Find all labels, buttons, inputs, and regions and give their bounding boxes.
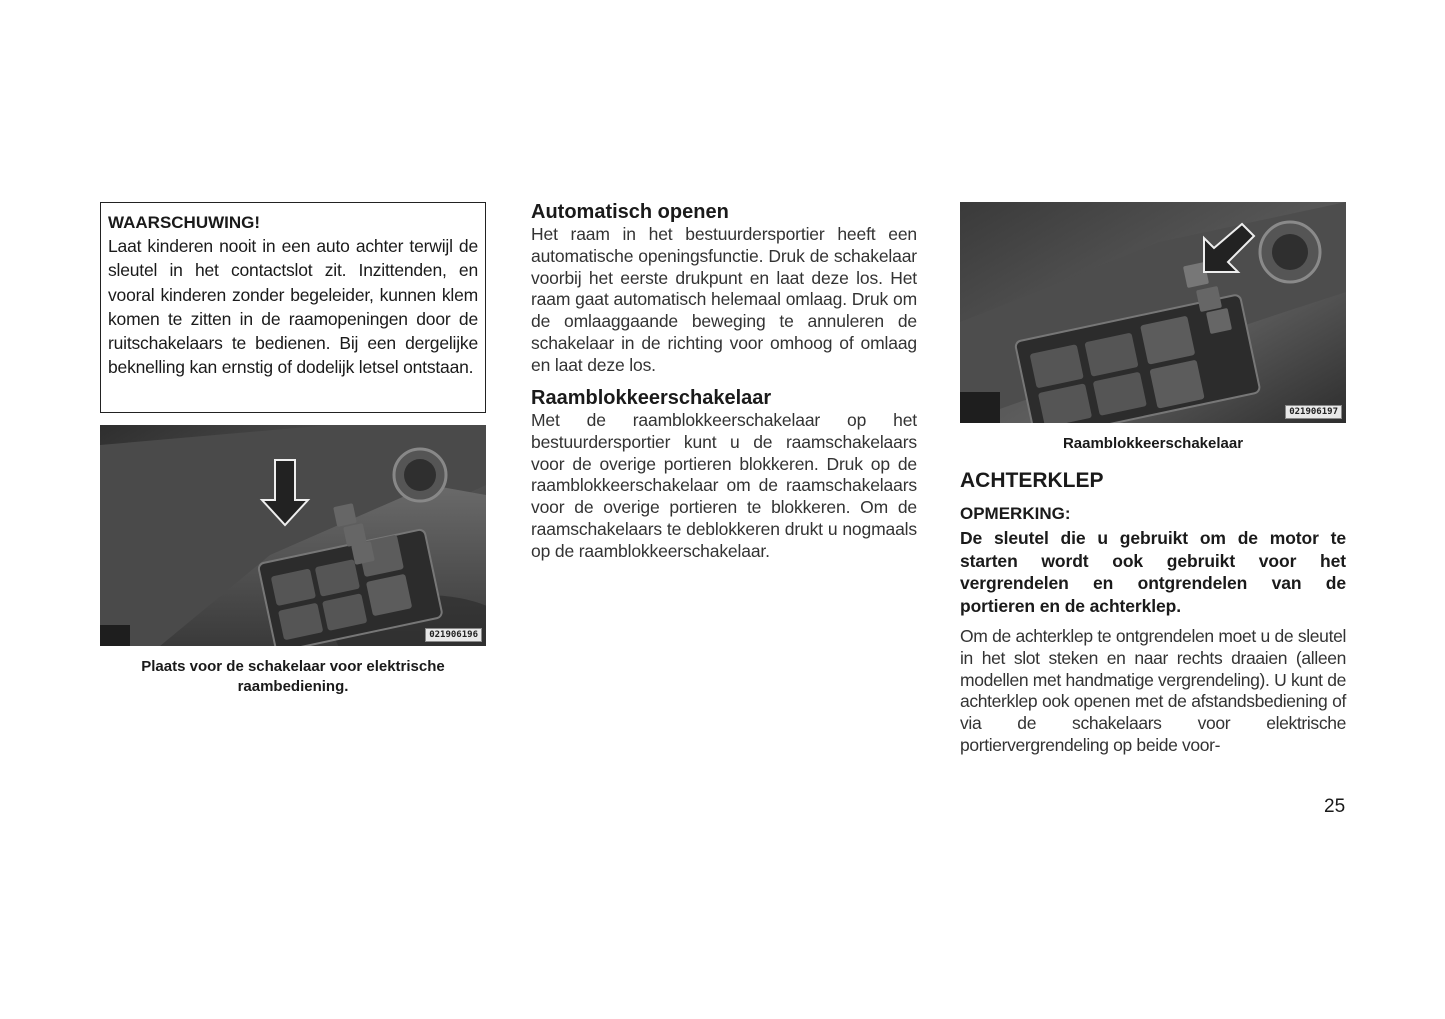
note-text: De sleutel die u gebruikt om de motor te starten wordt ook gebruikt voor het vergrendelen en ontgrendelen van de portieren en de achterklep. — [960, 528, 1346, 616]
window-switch-illustration — [100, 425, 486, 646]
heading-automatisch-openen: Automatisch openen — [531, 201, 729, 223]
warning-text: Laat kinderen nooit in een auto achter terwijl de sleutel in het contactslot zit. Inzittenden, en vooral kinderen zonder begeleider, kunnen klem komen te zitten in de raamopeningen door de ruitschakelaars te bedienen. Bij een dergelijke beknelling kan ernstig of dodelijk letsel ontstaan. — [108, 236, 478, 378]
text-achterklep: Om de achterklep te ontgrendelen moet u de sleutel in het slot steken en naar rechts draaien (alleen modellen met handmatige vergrendeling). U kunt de achterklep ook openen met de afstandsbediening of via de schakelaars voor elektrische portiervergrendeling op beide voor- — [960, 626, 1346, 755]
figure-caption-right: Raamblokkeerschakelaar — [1062, 435, 1244, 452]
figure-code-left: 021906196 — [425, 628, 482, 642]
caption-line-1: Plaats voor de schakelaar voor elektrische — [141, 658, 445, 675]
text-automatisch-openen: Het raam in het bestuurdersportier heeft een automatische openingsfunctie. Druk de schakelaar voorbij het eerste drukpunt en laat deze los. Het raam gaat automatisch helemaal omlaag. Druk om de omlaaggaande beweging te annuleren de schakelaar in de richting voor omhoog of omlaag en laat deze los. — [531, 224, 917, 375]
figure-code-right: 021906197 — [1285, 405, 1342, 419]
window-lock-switch-photo — [960, 202, 1346, 423]
page-number: 25 — [1324, 796, 1346, 817]
note-label: OPMERKING: — [960, 504, 1071, 523]
figure-caption-left — [100, 657, 486, 697]
section-title-achterklep: ACHTERKLEP — [960, 469, 1104, 492]
warning-box — [100, 202, 486, 413]
heading-raamblokkeerschakelaar: Raamblokkeerschakelaar — [531, 387, 772, 409]
caption-line-2: raambediening. — [237, 678, 349, 695]
text-raamblokkeerschakelaar: Met de raamblokkeerschakelaar op het bestuurdersportier kunt u de raamschakelaars voor de overige portieren blokkeren. Druk op de raamblokkeerschakelaar om de raamschakelaars voor de overige portieren te blokkeren. Om de raamschakelaars te deblokkeren drukt u nogmaals op de raamblokkeerschakelaar. — [531, 410, 917, 561]
window-switch-photo — [100, 425, 486, 646]
warning-title: WAARSCHUWING! — [108, 213, 261, 232]
window-lock-switch-illustration — [960, 202, 1346, 423]
